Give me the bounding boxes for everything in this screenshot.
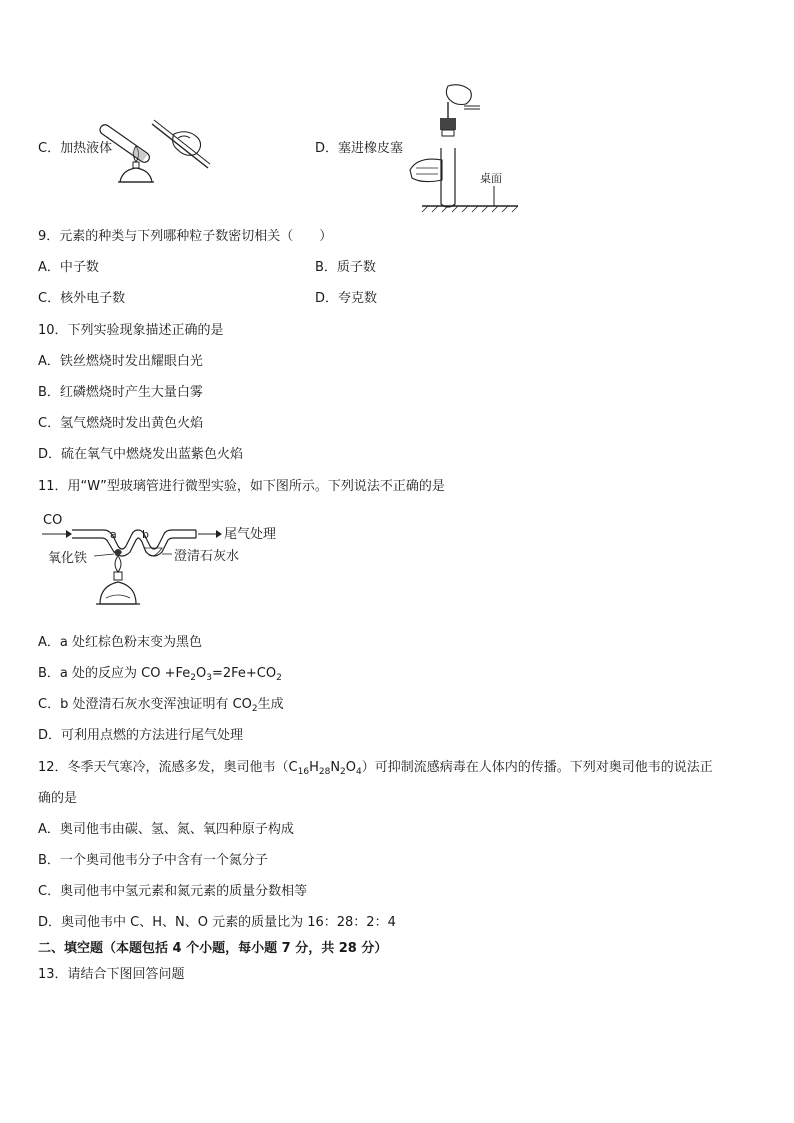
q10-stem: 10．下列实验现象描述正确的是 bbox=[38, 323, 224, 338]
q10-option-d[interactable]: D．硫在氧气中燃烧发出蓝紫色火焰 bbox=[38, 447, 244, 462]
rubber-stopper-illustration bbox=[408, 82, 528, 212]
co-label: CO bbox=[43, 513, 63, 528]
q11-stem: 11．用“W”型玻璃管进行微型实验，如下图所示。下列说法不正确的是 bbox=[38, 479, 445, 494]
q11-option-c[interactable]: C．b 处澄清石灰水变浑浊证明有 $CO_2$生成 bbox=[38, 697, 284, 714]
point-a-label: a bbox=[110, 528, 117, 541]
q12-option-c[interactable]: C．奥司他韦中氢元素和氮元素的质量分数相等 bbox=[38, 884, 308, 899]
q12-stem-line2: 确的是 bbox=[38, 791, 78, 806]
q9-option-d[interactable]: D．夸克数 bbox=[315, 291, 378, 306]
q10-option-c[interactable]: C．氢气燃烧时发出黄色火焰 bbox=[38, 416, 204, 431]
iron-oxide-label: 氧化铁 bbox=[48, 551, 88, 566]
point-b-label: b bbox=[142, 528, 149, 541]
q10-option-a[interactable]: A．铁丝燃烧时发出耀眼白光 bbox=[38, 354, 203, 369]
q10-option-b[interactable]: B．红磷燃烧时产生大量白雾 bbox=[38, 385, 203, 400]
q12-option-d[interactable]: D．奥司他韦中 C、H、N、O 元素的质量比为 16：28：2：4 bbox=[38, 915, 396, 930]
desk-label: 桌面 bbox=[480, 172, 502, 185]
q12-option-b[interactable]: B．一个奥司他韦分子中含有一个氮分子 bbox=[38, 853, 268, 868]
q9-option-a[interactable]: A．中子数 bbox=[38, 260, 99, 275]
q11-option-a[interactable]: A．a 处红棕色粉末变为黑色 bbox=[38, 635, 202, 650]
q11-option-d[interactable]: D．可利用点燃的方法进行尾气处理 bbox=[38, 728, 244, 743]
w-tube-diagram bbox=[38, 508, 298, 618]
q9-option-c[interactable]: C．核外电子数 bbox=[38, 291, 126, 306]
q11-option-b[interactable]: B．a 处的反应为 CO $+Fe_2O_3=2Fe+CO_2$ bbox=[38, 666, 282, 683]
q12-option-a[interactable]: A．奥司他韦由碳、氢、氮、氧四种原子构成 bbox=[38, 822, 294, 837]
q8-option-c[interactable]: C．加热液体 bbox=[38, 141, 113, 156]
q8-option-d[interactable]: D．塞进橡皮塞 bbox=[315, 141, 404, 156]
tail-gas-label: 尾气处理 bbox=[224, 527, 277, 542]
q12-stem: 12．冬季天气寒冷，流感多发，奥司他韦$(C_{16}H_{28}N_2O_4)$可抑制流感病毒在人体内的传播。下列对奥司他韦的说法正 bbox=[38, 760, 713, 777]
section-2-title: 二、填空题（本题包括 4 个小题，每小题 7 分，共 28 分） bbox=[38, 941, 388, 956]
q9-option-b[interactable]: B．质子数 bbox=[315, 260, 376, 275]
heating-liquid-illustration bbox=[112, 104, 222, 196]
limewater-label: 澄清石灰水 bbox=[174, 549, 240, 564]
q13-stem: 13．请结合下图回答问题 bbox=[38, 967, 185, 982]
q9-stem: 9．元素的种类与下列哪种粒子数密切相关（ ） bbox=[38, 229, 333, 244]
